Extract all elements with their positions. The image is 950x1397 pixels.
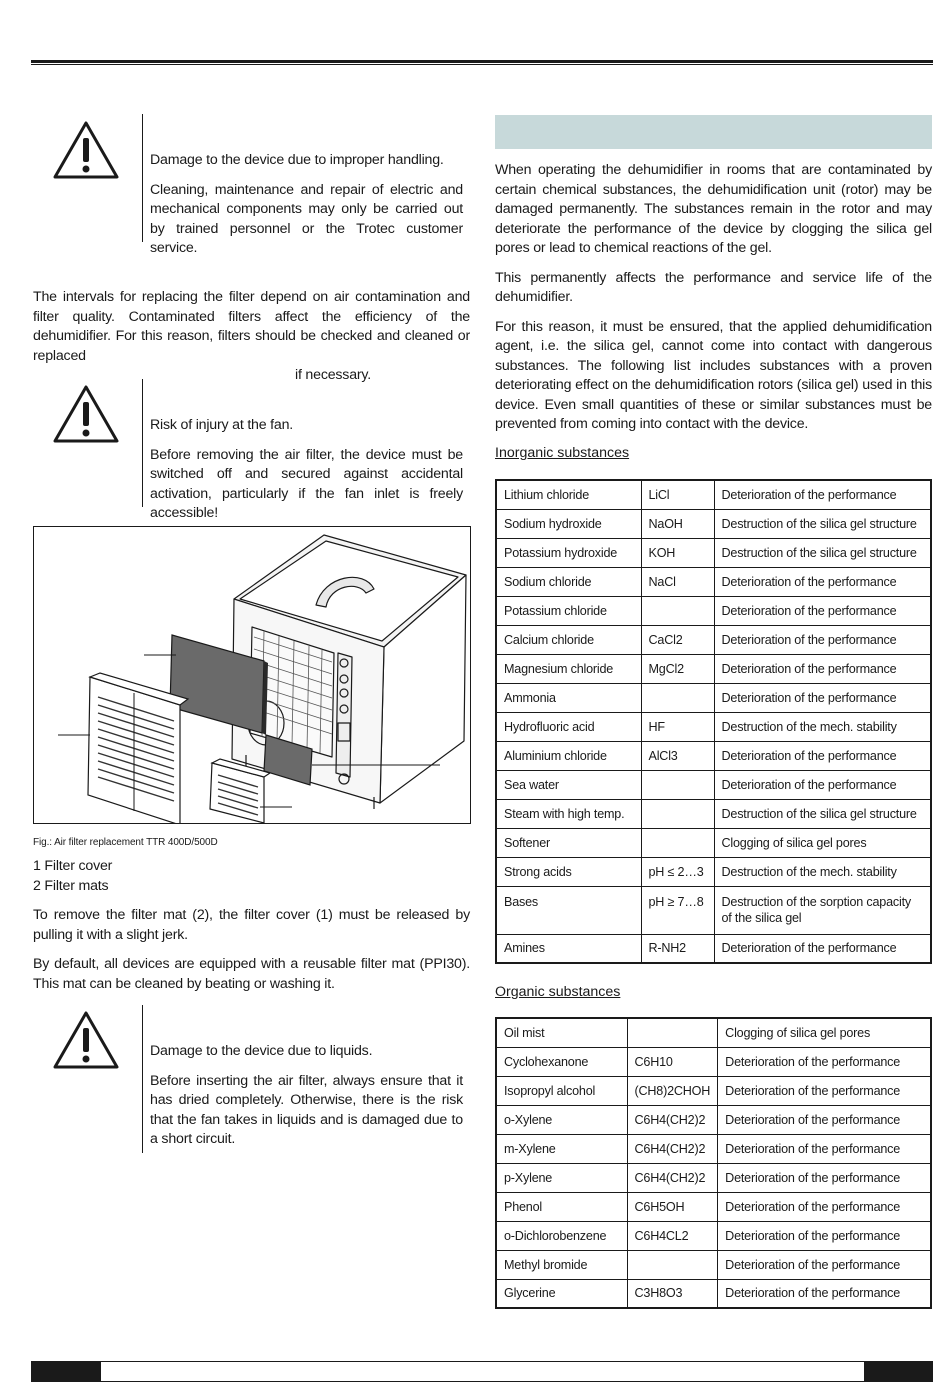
inorganic-heading: Inorganic substances bbox=[495, 445, 630, 461]
figure-caption: Fig.: Air filter replacement TTR 400D/500D bbox=[33, 837, 218, 848]
effect: Deterioration of the performance bbox=[718, 1076, 931, 1105]
chemical-formula bbox=[641, 596, 714, 625]
effect: Destruction of the mech. stability bbox=[714, 712, 931, 741]
effect: Destruction of the sorption capacity of the silica gel bbox=[714, 886, 931, 934]
effect: Deterioration of the performance bbox=[714, 654, 931, 683]
effect: Deterioration of the performance bbox=[714, 934, 931, 963]
table-row bbox=[496, 770, 931, 799]
chemical-formula bbox=[641, 799, 714, 828]
chemical-formula: C6H10 bbox=[627, 1047, 718, 1076]
substance-name: Steam with high temp. bbox=[496, 799, 641, 828]
para-remove-filter: To remove the filter mat (2), the filter cover (1) must be released by pulling it with a slight jerk. bbox=[33, 907, 470, 943]
inorganic-substances-table bbox=[495, 479, 932, 964]
table-row bbox=[496, 1192, 931, 1221]
substance-name: Softener bbox=[496, 828, 641, 857]
filter-intro-text: The intervals for replacing the filter depend on air contamination and filter quality. Contaminated filters affect the efficiency of the dehumidifier. For this reason, filters should be checked and cleaned or replaced bbox=[33, 289, 470, 364]
table-row bbox=[496, 1221, 931, 1250]
effect: Deterioration of the performance bbox=[714, 770, 931, 799]
substance-name: Ammonia bbox=[496, 683, 641, 712]
figure-legend bbox=[33, 857, 470, 1004]
warning-title: Damage to the device due to improper handling. bbox=[150, 152, 444, 168]
table-row bbox=[496, 828, 931, 857]
table-row bbox=[496, 1047, 931, 1076]
chemical-formula: C6H4CL2 bbox=[627, 1221, 718, 1250]
substance-name: m-Xylene bbox=[496, 1134, 627, 1163]
effect: Deterioration of the performance bbox=[714, 480, 931, 509]
substance-name: Isopropyl alcohol bbox=[496, 1076, 627, 1105]
table-row bbox=[496, 480, 931, 509]
air-filter-figure bbox=[33, 526, 471, 824]
table-row bbox=[496, 1250, 931, 1279]
warning-divider bbox=[142, 379, 143, 507]
footer-block-right bbox=[864, 1361, 933, 1382]
table-row bbox=[496, 934, 931, 963]
effect: Destruction of the silica gel structure bbox=[714, 799, 931, 828]
table-row bbox=[496, 1134, 931, 1163]
chemical-formula: pH ≤ 2…3 bbox=[641, 857, 714, 886]
legend-item-1: 1 Filter cover bbox=[33, 858, 113, 874]
warning-divider bbox=[142, 1005, 143, 1153]
chemical-formula: MgCl2 bbox=[641, 654, 714, 683]
substance-name: Sea water bbox=[496, 770, 641, 799]
chemical-formula bbox=[641, 828, 714, 857]
substance-name: Calcium chloride bbox=[496, 625, 641, 654]
effect: Deterioration of the performance bbox=[718, 1105, 931, 1134]
table-row bbox=[496, 538, 931, 567]
footer-block-left bbox=[31, 1361, 101, 1382]
chemical-formula: C6H5OH bbox=[627, 1192, 718, 1221]
table-row bbox=[496, 712, 931, 741]
table-row bbox=[496, 857, 931, 886]
substance-name: p-Xylene bbox=[496, 1163, 627, 1192]
effect: Deterioration of the performance bbox=[718, 1250, 931, 1279]
warning-triangle-icon bbox=[52, 1010, 120, 1070]
filter-intro bbox=[33, 288, 470, 386]
warning-title: Damage to the device due to liquids. bbox=[150, 1043, 373, 1059]
warning-triangle-icon bbox=[52, 120, 120, 180]
table-row bbox=[496, 567, 931, 596]
table-row bbox=[496, 625, 931, 654]
substance-name: Potassium chloride bbox=[496, 596, 641, 625]
legend-item-2: 2 Filter mats bbox=[33, 877, 109, 894]
substance-name: Strong acids bbox=[496, 857, 641, 886]
header-rule bbox=[31, 60, 933, 63]
table-row bbox=[496, 1018, 931, 1047]
chemical-formula: LiCl bbox=[641, 480, 714, 509]
rotor-warning-text bbox=[495, 161, 932, 445]
chemical-formula: pH ≥ 7…8 bbox=[641, 886, 714, 934]
substance-name: Amines bbox=[496, 934, 641, 963]
dehumidifier-illustration bbox=[34, 527, 470, 823]
effect: Deterioration of the performance bbox=[714, 567, 931, 596]
substance-name: Aluminium chloride bbox=[496, 741, 641, 770]
chemical-formula: C6H4(CH2)2 bbox=[627, 1163, 718, 1192]
table-row bbox=[496, 1279, 931, 1308]
chemical-formula: AlCl3 bbox=[641, 741, 714, 770]
table-row bbox=[496, 683, 931, 712]
organic-heading: Organic substances bbox=[495, 984, 621, 1000]
substance-name: Lithium chloride bbox=[496, 480, 641, 509]
chemical-formula bbox=[641, 683, 714, 712]
chemical-formula: KOH bbox=[641, 538, 714, 567]
effect: Deterioration of the performance bbox=[714, 625, 931, 654]
effect: Deterioration of the performance bbox=[718, 1134, 931, 1163]
chemical-formula: NaOH bbox=[641, 509, 714, 538]
chemical-formula: C6H4(CH2)2 bbox=[627, 1134, 718, 1163]
warning-block-1 bbox=[150, 151, 463, 269]
warning-body: Before inserting the air filter, always ensure that it has dried completely. Otherwise, there is the risk that the fan takes in liquids and is damaged due to a short circuit. bbox=[150, 1072, 463, 1147]
substance-name: Magnesium chloride bbox=[496, 654, 641, 683]
warning-body: Before removing the air filter, the device must be switched off and secured against accidental activation, particularly if the fan inlet is freely accessible! bbox=[150, 446, 463, 521]
effect: Destruction of the mech. stability bbox=[714, 857, 931, 886]
table-row bbox=[496, 799, 931, 828]
chemical-formula bbox=[627, 1250, 718, 1279]
effect: Destruction of the silica gel structure bbox=[714, 538, 931, 567]
section-header-bar bbox=[495, 115, 932, 149]
table-row bbox=[496, 509, 931, 538]
substance-name: Bases bbox=[496, 886, 641, 934]
chemical-formula: HF bbox=[641, 712, 714, 741]
warning-block-2 bbox=[150, 416, 463, 534]
substance-name: o-Dichlorobenzene bbox=[496, 1221, 627, 1250]
substance-name: Hydrofluoric acid bbox=[496, 712, 641, 741]
table-row bbox=[496, 1163, 931, 1192]
effect: Clogging of silica gel pores bbox=[718, 1018, 931, 1047]
substance-name: o-Xylene bbox=[496, 1105, 627, 1134]
warning-title: Risk of injury at the fan. bbox=[150, 417, 294, 433]
effect: Deterioration of the performance bbox=[718, 1279, 931, 1308]
effect: Deterioration of the performance bbox=[718, 1047, 931, 1076]
chemical-formula: (CH8)2CHOH bbox=[627, 1076, 718, 1105]
effect: Deterioration of the performance bbox=[714, 741, 931, 770]
substance-name: Glycerine bbox=[496, 1279, 627, 1308]
footer-bar bbox=[31, 1361, 933, 1382]
para-silica-gel: For this reason, it must be ensured, that the applied dehumidification agent, i.e. the silica gel, cannot come into contact with dangerous substances. The following list includes substances with a proven deteriorating effect on the dehumidification rotors (silica gel) used in this device. Even small quantities of these or similar substances must be prevented from coming into contact with the device. bbox=[495, 318, 932, 432]
filter-intro-tail: if necessary. bbox=[295, 367, 371, 383]
effect: Deterioration of the performance bbox=[718, 1163, 931, 1192]
effect: Deterioration of the performance bbox=[718, 1221, 931, 1250]
para-performance: This permanently affects the performance and service life of the dehumidifier. bbox=[495, 269, 932, 305]
warning-triangle-icon bbox=[52, 384, 120, 444]
table-row bbox=[496, 596, 931, 625]
effect: Destruction of the silica gel structure bbox=[714, 509, 931, 538]
para-default-filter: By default, all devices are equipped with a reusable filter mat (PPI30). This mat can be cleaned by beating or washing it. bbox=[33, 956, 470, 992]
chemical-formula: NaCl bbox=[641, 567, 714, 596]
header-rule-thin bbox=[31, 64, 933, 65]
warning-block-3 bbox=[150, 1042, 463, 1160]
effect: Deterioration of the performance bbox=[714, 683, 931, 712]
substance-name: Sodium hydroxide bbox=[496, 509, 641, 538]
effect: Deterioration of the performance bbox=[718, 1192, 931, 1221]
table-row bbox=[496, 1076, 931, 1105]
effect: Deterioration of the performance bbox=[714, 596, 931, 625]
chemical-formula: C3H8O3 bbox=[627, 1279, 718, 1308]
substance-name: Cyclohexanone bbox=[496, 1047, 627, 1076]
chemical-formula: C6H4(CH2)2 bbox=[627, 1105, 718, 1134]
warning-divider bbox=[142, 114, 143, 242]
table-row bbox=[496, 741, 931, 770]
chemical-formula bbox=[627, 1018, 718, 1047]
table-row bbox=[496, 886, 931, 934]
chemical-formula bbox=[641, 770, 714, 799]
substance-name: Phenol bbox=[496, 1192, 627, 1221]
substance-name: Sodium chloride bbox=[496, 567, 641, 596]
warning-body: Cleaning, maintenance and repair of electric and mechanical components may only be carried out by trained personnel or the Trotec customer service. bbox=[150, 181, 463, 256]
para-contamination: When operating the dehumidifier in rooms that are contaminated by certain chemical substances, the dehumidification unit (rotor) may be damaged permanently. The substances remain in the rotor and may deteriorate the performance of the device by clogging the silica gel pores or lead to chemical reactions of the gel. bbox=[495, 162, 932, 256]
organic-substances-table bbox=[495, 1017, 932, 1309]
effect: Clogging of silica gel pores bbox=[714, 828, 931, 857]
chemical-formula: R-NH2 bbox=[641, 934, 714, 963]
table-row bbox=[496, 654, 931, 683]
substance-name: Methyl bromide bbox=[496, 1250, 627, 1279]
substance-name: Potassium hydroxide bbox=[496, 538, 641, 567]
chemical-formula: CaCl2 bbox=[641, 625, 714, 654]
table-row bbox=[496, 1105, 931, 1134]
substance-name: Oil mist bbox=[496, 1018, 627, 1047]
